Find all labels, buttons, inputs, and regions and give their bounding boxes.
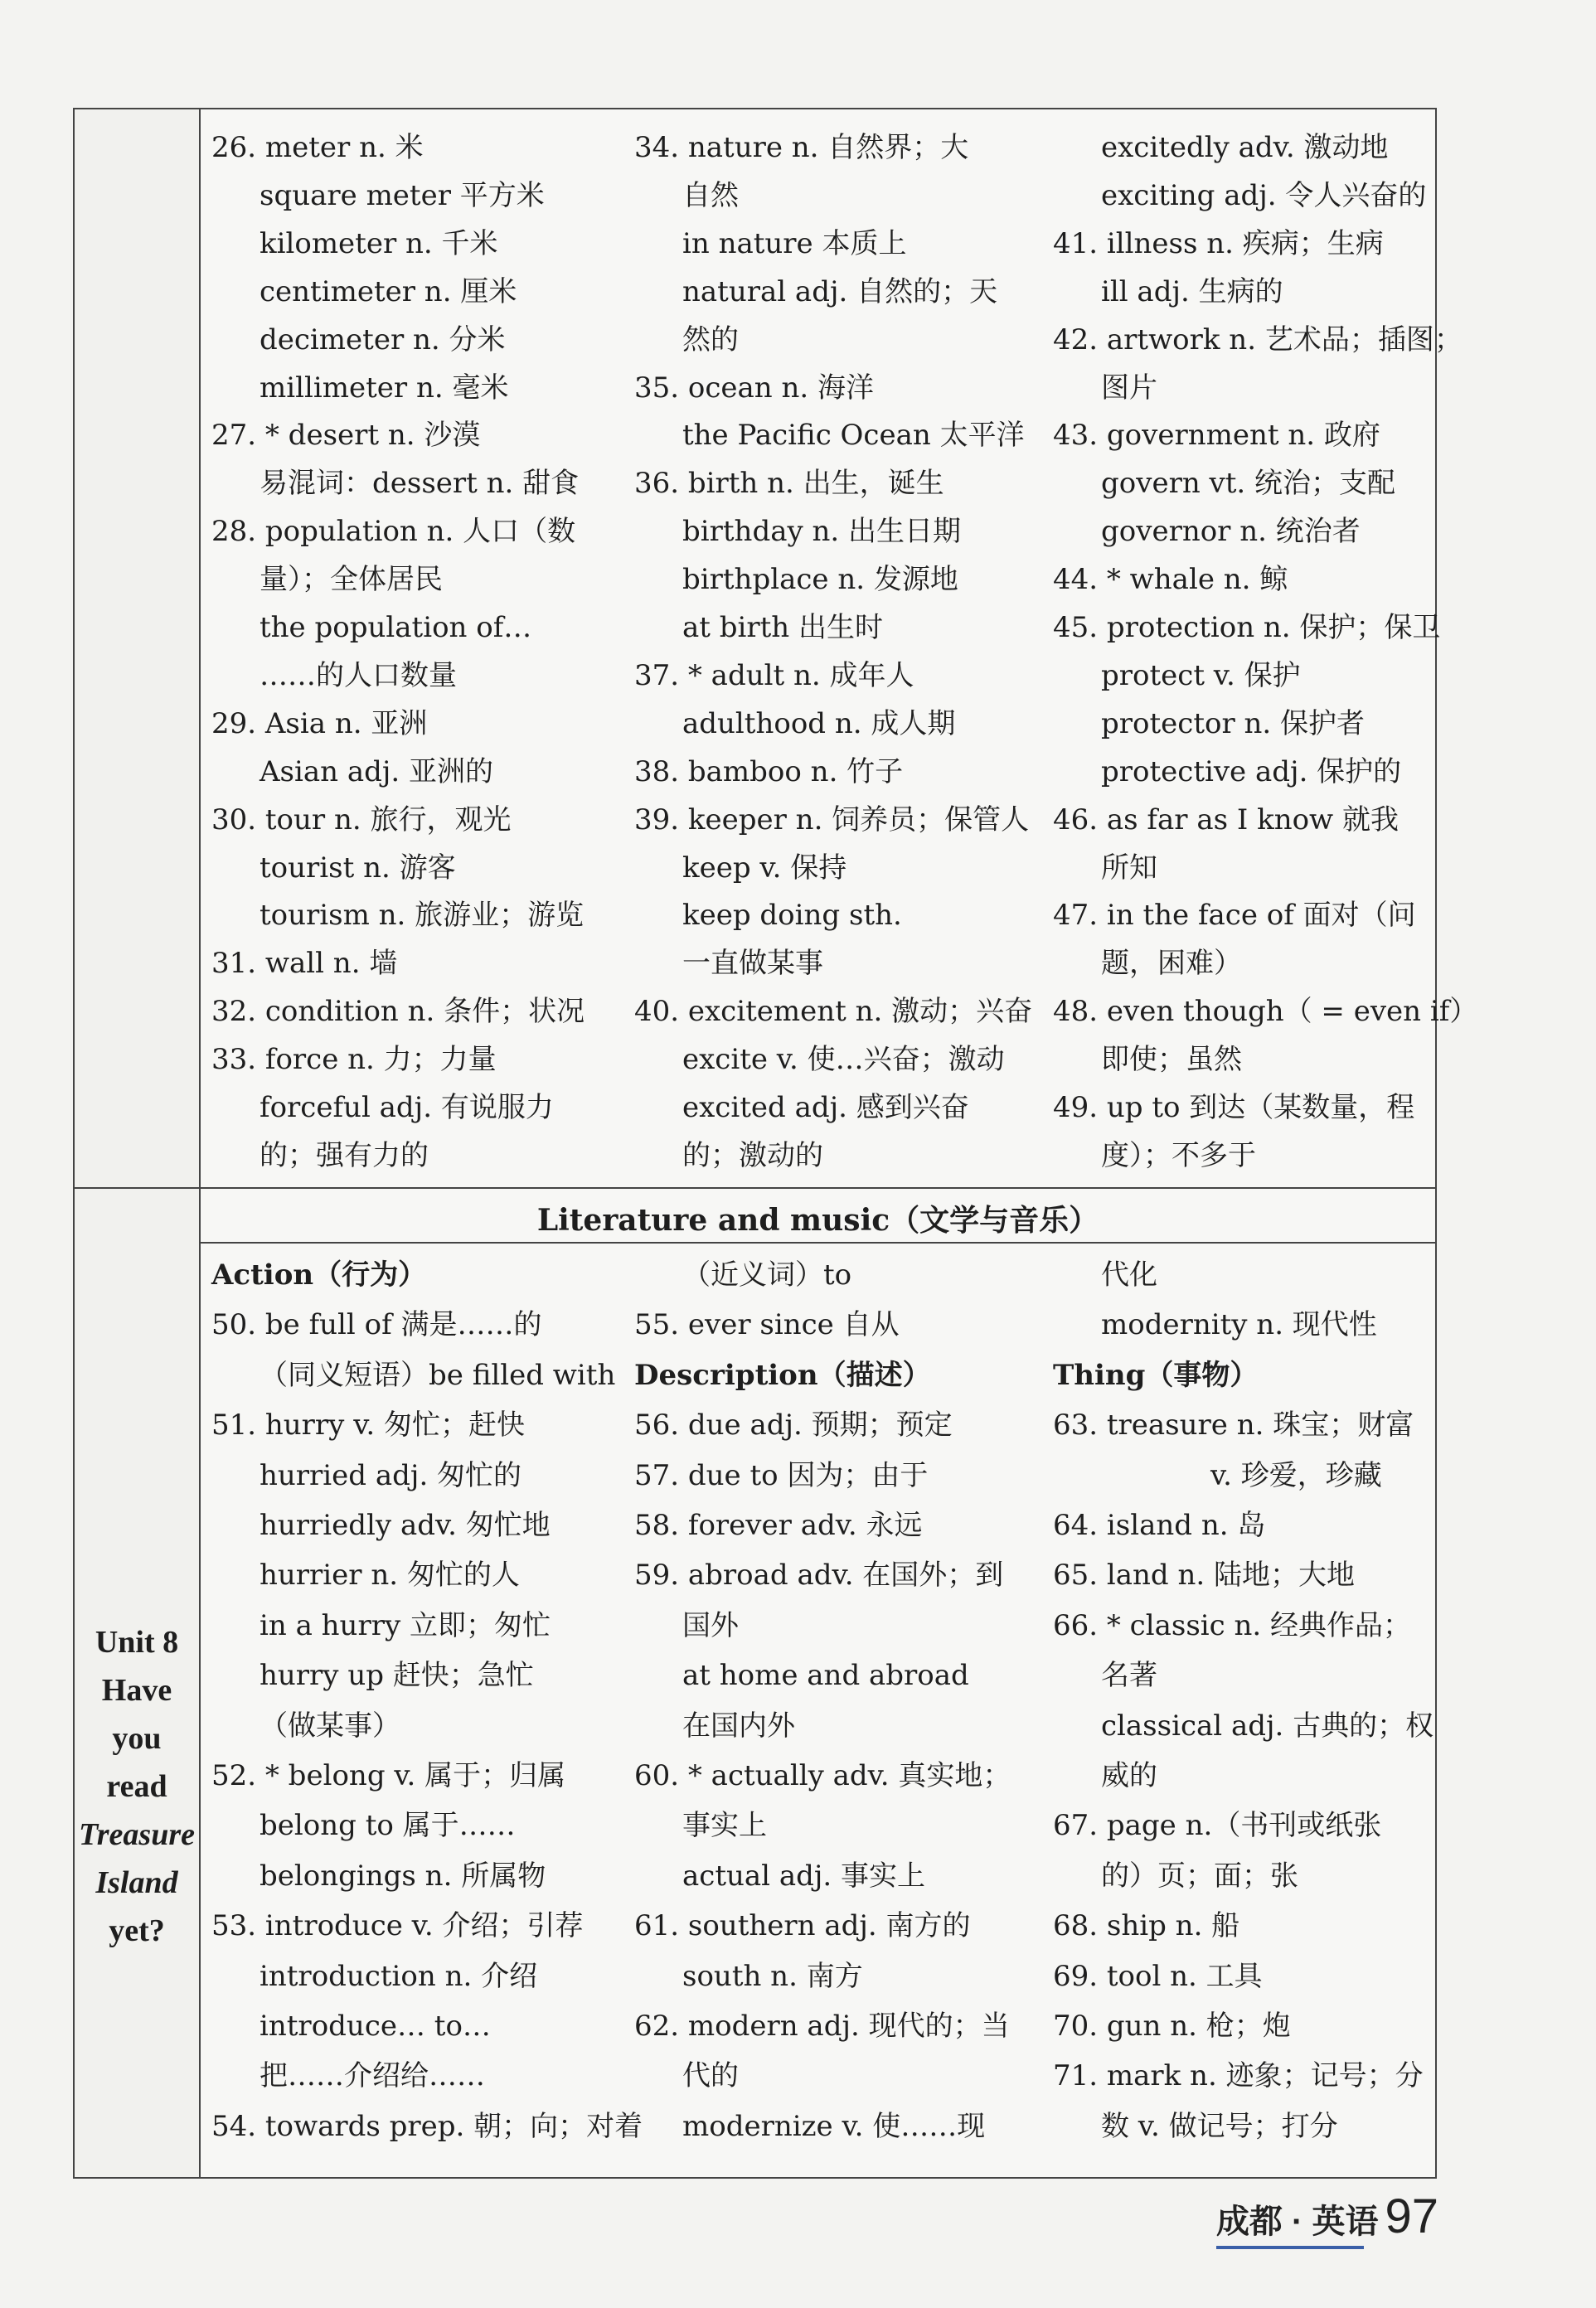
entry-line: 威的 <box>1101 1759 1157 1792</box>
entry-line: in nature 本质上 <box>682 227 907 260</box>
entry-line: 43. government n. 政府 <box>1053 419 1380 452</box>
entry-line: 48. even though（ = even if） <box>1053 995 1478 1028</box>
entry-line: 51. hurry v. 匆忙；赶快 <box>211 1409 525 1442</box>
entry-line: excitedly adv. 激动地 <box>1101 131 1389 164</box>
entry-line: in a hurry 立即；匆忙 <box>260 1609 551 1642</box>
entry-line: at birth 出生时 <box>682 611 884 644</box>
entry-line: 所知 <box>1101 851 1157 885</box>
entry-line: 63. treasure n. 珠宝；财富 <box>1053 1409 1414 1442</box>
entry-line: 27. * desert n. 沙漠 <box>211 419 481 452</box>
entry-line: 45. protection n. 保护；保卫 <box>1053 611 1441 644</box>
entry-line: excite v. 使…兴奋；激动 <box>682 1043 1005 1076</box>
entry-line: 易混词：dessert n. 甜食 <box>260 467 580 500</box>
entry-line: the Pacific Ocean 太平洋 <box>682 419 1025 452</box>
entry-line: at home and abroad <box>682 1659 969 1692</box>
entry-line: protective adj. 保护的 <box>1101 755 1402 788</box>
entry-line: 41. illness n. 疾病；生病 <box>1053 227 1384 260</box>
entry-line: 38. bamboo n. 竹子 <box>634 755 904 788</box>
entry-line: keep doing sth. <box>682 899 902 932</box>
entry-line: birthplace n. 发源地 <box>682 563 958 596</box>
entry-line: introduction n. 介绍 <box>260 1960 538 1993</box>
entry-line: introduce… to… <box>260 2010 491 2043</box>
entry-line: exciting adj. 令人兴奋的 <box>1101 179 1427 212</box>
entry-line: 44. * whale n. 鲸 <box>1053 563 1288 596</box>
entry-line: belongings n. 所属物 <box>260 1859 546 1893</box>
entry-line: 图片 <box>1101 371 1157 405</box>
entry-line: 26. meter n. 米 <box>211 131 424 164</box>
unit-title <box>75 1618 199 1955</box>
entry-line: （同义短语）be filled with <box>260 1359 616 1392</box>
entry-line: 的）页；面；张 <box>1101 1859 1298 1893</box>
entry-line: forceful adj. 有说服力 <box>260 1091 554 1124</box>
unit-title-line: read <box>106 1769 167 1804</box>
entry-line: kilometer n. 千米 <box>260 227 498 260</box>
entry-line: 把……介绍给…… <box>260 2059 485 2092</box>
entry-line: 40. excitement n. 激动；兴奋 <box>634 995 1033 1028</box>
entry-line: governor n. 统治者 <box>1101 515 1361 548</box>
entry-line: 68. ship n. 船 <box>1053 1909 1240 1942</box>
entry-line: centimeter n. 厘米 <box>260 275 517 308</box>
entry-line: Thing（事物） <box>1053 1359 1259 1392</box>
entry-line: 54. towards prep. 朝；向；对着 <box>211 2110 643 2143</box>
entry-line: 42. artwork n. 艺术品；插图； <box>1053 323 1463 356</box>
entry-line: 30. tour n. 旅行，观光 <box>211 803 512 836</box>
entry-line: 35. ocean n. 海洋 <box>634 371 874 405</box>
entry-line: 一直做某事 <box>682 947 823 980</box>
entry-line: ill adj. 生病的 <box>1101 275 1283 308</box>
entry-line: 36. birth n. 出生，诞生 <box>634 467 944 500</box>
entry-line: 58. forever adv. 永远 <box>634 1509 923 1542</box>
entry-line: modernize v. 使……现 <box>682 2110 986 2143</box>
entry-line: Asian adj. 亚洲的 <box>260 755 494 788</box>
entry-line: （做某事） <box>260 1709 400 1743</box>
entry-line: 度）；不多于 <box>1101 1139 1256 1172</box>
entry-line: 61. southern adj. 南方的 <box>634 1909 971 1942</box>
entry-line: v. 珍爱，珍藏 <box>1210 1459 1382 1492</box>
entry-line: 53. introduce v. 介绍；引荐 <box>211 1909 584 1942</box>
entry-line: 52. * belong v. 属于；归属 <box>211 1759 566 1792</box>
entry-line: hurry up 赶快；急忙 <box>260 1659 534 1692</box>
entry-line: 29. Asia n. 亚洲 <box>211 707 428 740</box>
entry-line: adulthood n. 成人期 <box>682 707 956 740</box>
entry-line: ……的人口数量 <box>260 659 457 692</box>
entry-line: 37. * adult n. 成年人 <box>634 659 914 692</box>
unit-title-line: Unit 8 <box>95 1625 179 1660</box>
entry-line: 32. condition n. 条件；状况 <box>211 995 585 1028</box>
footer-underline <box>1216 2246 1364 2249</box>
entry-line: 64. island n. 岛 <box>1053 1509 1266 1542</box>
entry-line: 66. * classic n. 经典作品； <box>1053 1609 1412 1642</box>
entry-line: belong to 属于…… <box>260 1809 516 1842</box>
entry-line: 题，困难） <box>1101 947 1242 980</box>
entry-line: 名著 <box>1101 1659 1157 1692</box>
unit-title-line: yet? <box>109 1913 165 1948</box>
entry-line: 33. force n. 力；力量 <box>211 1043 497 1076</box>
entry-line: 57. due to 因为；由于 <box>634 1459 929 1492</box>
entry-line: hurriedly adv. 匆忙地 <box>260 1509 551 1542</box>
entry-line: 47. in the face of 面对（问 <box>1053 899 1416 932</box>
entry-line: （近义词）to <box>682 1258 852 1292</box>
entry-line: Description（描述） <box>634 1359 931 1392</box>
entry-line: 代化 <box>1101 1258 1157 1292</box>
entry-line: 39. keeper n. 饲养员；保管人 <box>634 803 1030 836</box>
entry-line: hurried adj. 匆忙的 <box>260 1459 522 1492</box>
entry-line: 49. up to 到达（某数量，程 <box>1053 1091 1415 1124</box>
entry-line: 事实上 <box>682 1809 767 1842</box>
entry-line: 31. wall n. 墙 <box>211 947 398 980</box>
entry-line: hurrier n. 匆忙的人 <box>260 1559 520 1592</box>
section-divider <box>75 1187 1435 1189</box>
entry-line: modernity n. 现代性 <box>1101 1308 1377 1341</box>
entry-line: 46. as far as I know 就我 <box>1053 803 1399 836</box>
entry-line: the population of… <box>260 611 532 644</box>
entry-line: 56. due adj. 预期；预定 <box>634 1409 953 1442</box>
entry-line: 34. nature n. 自然界；大 <box>634 131 969 164</box>
page-footer <box>1216 2189 1438 2244</box>
entry-line: tourism n. 旅游业；游览 <box>260 899 585 932</box>
entry-line: 67. page n.（书刊或纸张 <box>1053 1809 1382 1842</box>
entry-line: govern vt. 统治；支配 <box>1101 467 1396 500</box>
entry-line: 62. modern adj. 现代的；当 <box>634 2010 1010 2043</box>
entry-line: protector n. 保护者 <box>1101 707 1366 740</box>
entry-line: south n. 南方 <box>682 1960 863 1993</box>
entry-line: Action（行为） <box>211 1258 427 1292</box>
entry-line: 60. * actually adv. 真实地； <box>634 1759 1011 1792</box>
entry-line: keep v. 保持 <box>682 851 847 885</box>
entry-line: 28. population n. 人口（数 <box>211 515 576 548</box>
entry-line: classical adj. 古典的；权 <box>1101 1709 1434 1743</box>
entry-line: 自然 <box>682 179 739 212</box>
unit-title-line: Island <box>95 1865 178 1900</box>
entry-line: 即使；虽然 <box>1101 1043 1242 1076</box>
entry-line: 代的 <box>682 2059 739 2092</box>
entry-line: 国外 <box>682 1609 739 1642</box>
entry-line: 数 v. 做记号；打分 <box>1101 2110 1338 2143</box>
page-number: 97 <box>1385 2189 1438 2243</box>
entry-line: 然的 <box>682 323 739 356</box>
entry-line: 70. gun n. 枪；炮 <box>1053 2010 1291 2043</box>
footer-label: 成都 · 英语 <box>1215 2204 1379 2240</box>
entry-line: 71. mark n. 迹象；记号；分 <box>1053 2059 1424 2092</box>
entry-line: 59. abroad adv. 在国外；到 <box>634 1559 1004 1592</box>
entry-line: 的；激动的 <box>682 1139 823 1172</box>
entry-line: 65. land n. 陆地；大地 <box>1053 1559 1356 1592</box>
entry-line: birthday n. 出生日期 <box>682 515 962 548</box>
entry-line: square meter 平方米 <box>260 179 545 212</box>
entry-line: tourist n. 游客 <box>260 851 456 885</box>
entry-line: 量）；全体居民 <box>260 563 443 596</box>
unit-title-line: you <box>112 1721 162 1756</box>
section-header: Literature and music（文学与音乐） <box>536 1203 1099 1238</box>
entry-line: 50. be full of 满是……的 <box>211 1308 542 1341</box>
entry-line: protect v. 保护 <box>1101 659 1301 692</box>
unit-title-line: Have <box>101 1673 172 1708</box>
entry-line: 的；强有力的 <box>260 1139 429 1172</box>
entry-line: 69. tool n. 工具 <box>1053 1960 1263 1993</box>
entry-line: excited adj. 感到兴奋 <box>682 1091 969 1124</box>
vocabulary-table <box>73 108 1478 2179</box>
entry-line: natural adj. 自然的；天 <box>682 275 998 308</box>
unit-title-line: Treasure <box>78 1817 196 1852</box>
entry-line: decimeter n. 分米 <box>260 323 506 356</box>
entry-line: 55. ever since 自从 <box>634 1308 900 1341</box>
entry-line: 在国内外 <box>682 1709 795 1743</box>
entry-line: actual adj. 事实上 <box>682 1859 926 1893</box>
entry-line: millimeter n. 毫米 <box>260 371 509 405</box>
